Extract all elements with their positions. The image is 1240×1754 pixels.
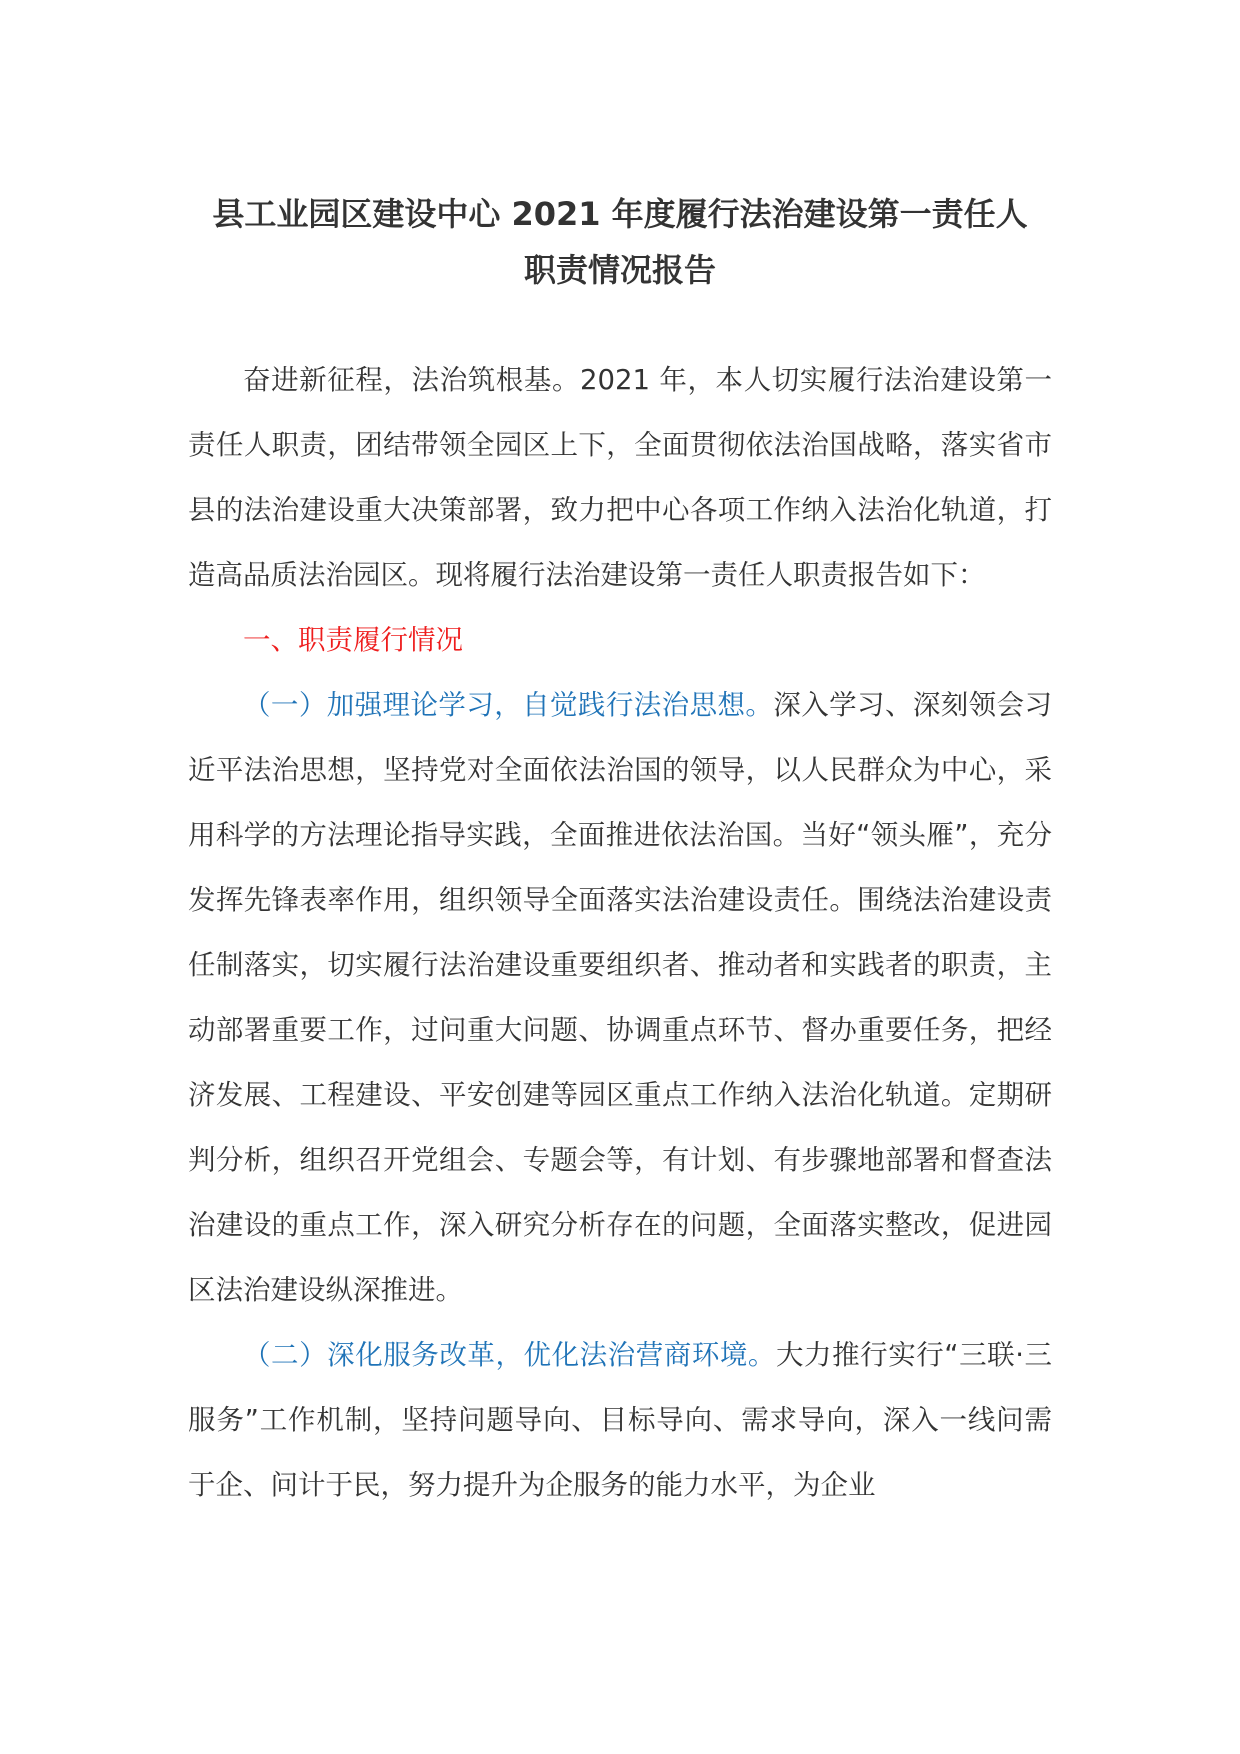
subsection-heading-1: （一）加强理论学习，自觉践行法治思想。 [243,689,774,721]
document-body [188,348,1052,1518]
document-page [188,186,1052,1518]
document-title [188,186,1052,298]
subsection-2-text: 大力推行实行“三联·三服务”工作机制，坚持问题导向、目标导向、需求导向，深入一线问需于企、问计于民，努力提升为企服务的能力水平，为企业 [188,1339,1052,1501]
subsection-heading-2: （二）深化服务改革，优化法治营商环境。 [243,1339,776,1371]
section-heading-1: 一、职责履行情况 [243,624,463,656]
title-line-2: 职责情况报告 [523,251,716,289]
intro-paragraph: 奋进新征程，法治筑根基。2021 年，本人切实履行法治建设第一责任人职责，团结带领全园区上下，全面贯彻依法治国战略，落实省市县的法治建设重大决策部署，致力把中心各项工作纳入法治化轨道，打造高品质法治园区。现将履行法治建设第一责任人职责报告如下： [188,364,1052,591]
subsection-1-paragraph [188,673,1052,1323]
title-line-1: 县工业园区建设中心 2021 年度履行法治建设第一责任人 [212,195,1028,233]
subsection-2-paragraph [188,1323,1052,1518]
subsection-1-text: 深入学习、深刻领会习近平法治思想，坚持党对全面依法治国的领导，以人民群众为中心，采用科学的方法理论指导实践，全面推进依法治国。当好“领头雁”，充分发挥先锋表率作用，组织领导全面落实法治建设责任。围绕法治建设责任制落实，切实履行法治建设重要组织者、推动者和实践者的职责，主动部署重要工作，过问重大问题、协调重点环节、督办重要任务，把经济发展、工程建设、平安创建等园区重点工作纳入法治化轨道。定期研判分析，组织召开党组会、专题会等，有计划、有步骤地部署和督查法治建设的重点工作，深入研究分析存在的问题，全面落实整改，促进园区法治建设纵深推进。 [188,689,1053,1306]
